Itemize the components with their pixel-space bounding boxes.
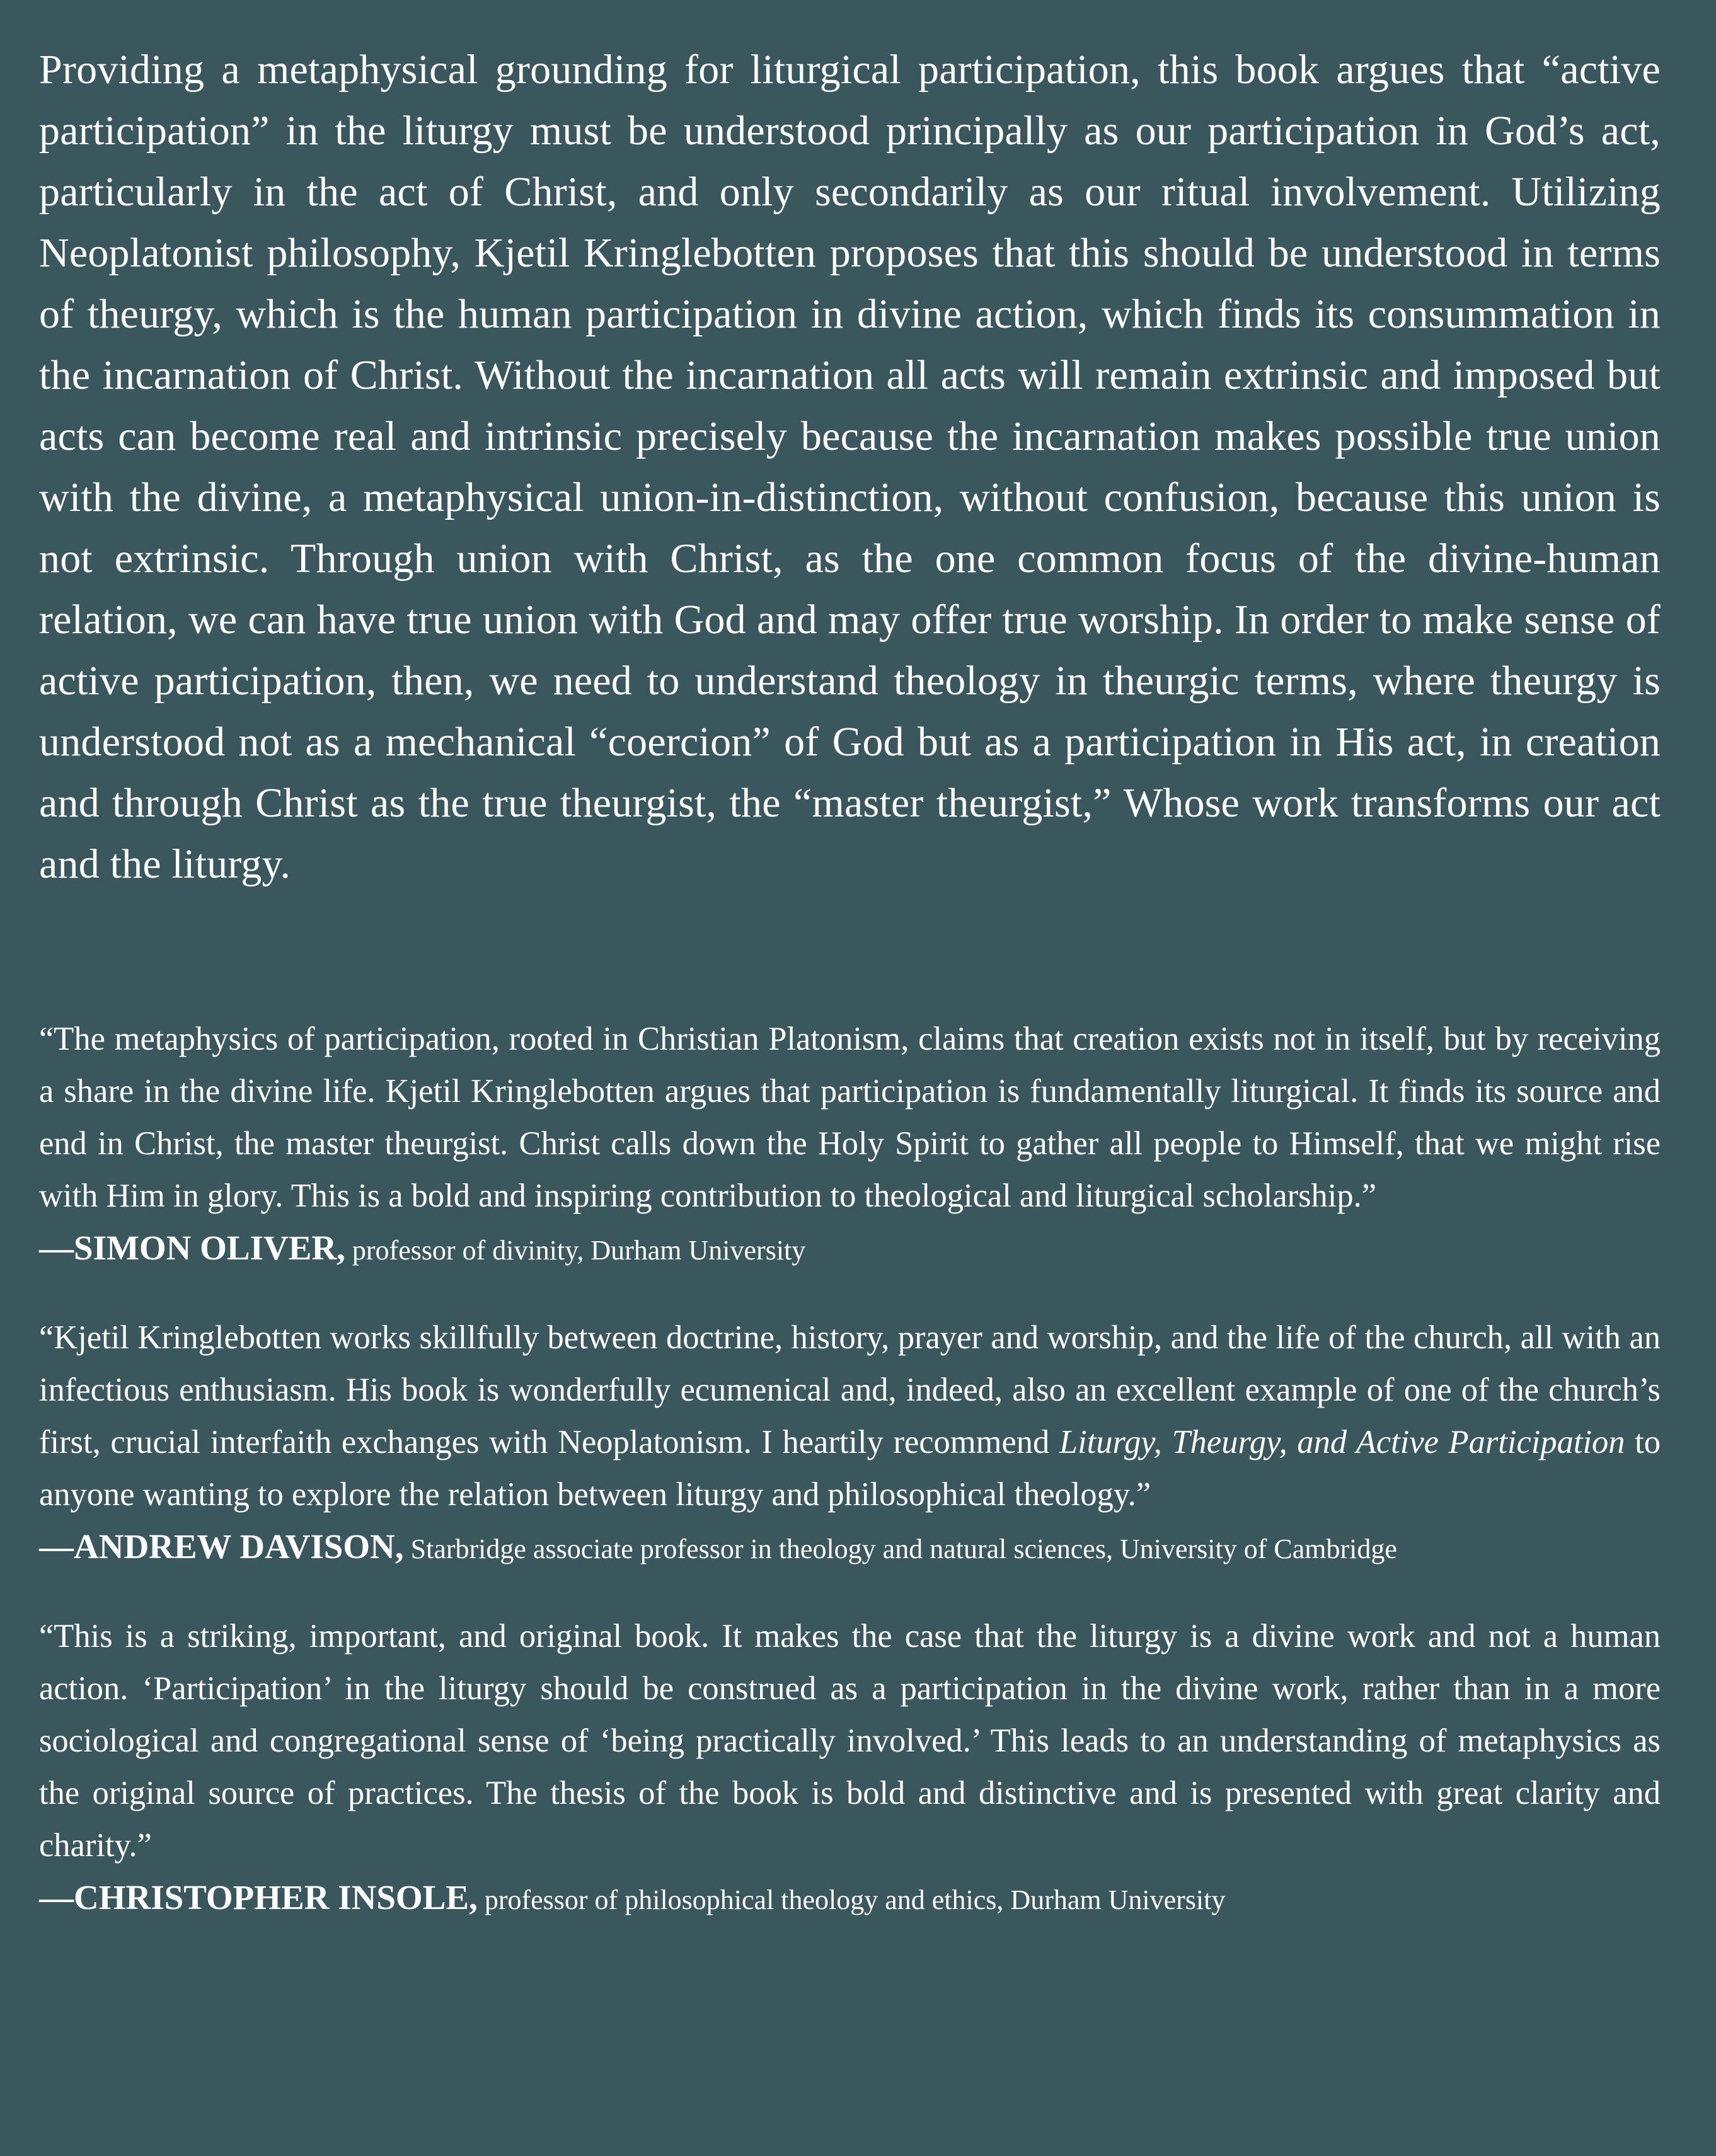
book-title-italic: Liturgy, Theurgy, and Active Participation bbox=[1059, 1424, 1625, 1460]
endorsement-attribution bbox=[39, 1525, 1661, 1571]
endorser-affiliation: professor of philosophical theology and ethics, Durham University bbox=[484, 1884, 1226, 1915]
endorsement-quote: “This is a striking, important, and original book. It makes the case that the liturgy is a divine work and not a human action. ‘Participation’ in the liturgy should be construed as a participation in the divine work, rather than in a more sociological and congregational sense of ‘being practically involved.’ This leads to an understanding of metaphysics as the original source of practices. The thesis of the book is bold and distinctive and is presented with great clarity and charity.” bbox=[39, 1618, 1661, 1864]
endorsement-attribution bbox=[39, 1226, 1661, 1273]
endorser-affiliation: professor of divinity, Durham University bbox=[352, 1235, 806, 1266]
quote-text-before-title: “Kjetil Kringlebotten works skillfully between doctrine, history, prayer and worship, and the life of the church, all with an infectious enthusiasm. His book is wonderfully ecumenical and, indeed, also an excellent example of one of the church’s first, crucial interfaith exchanges with Neoplatonism. I heartily recommend bbox=[39, 1319, 1661, 1460]
endorsement-quote: “The metaphysics of participation, rooted in Christian Platonism, claims that creation exists not in itself, but by receiving a share in the divine life. Kjetil Kringlebotten argues that participation is fundamentally liturgical. It finds its source and end in Christ, the master theurgist. Christ calls down the Holy Spirit to gather all people to Himself, that we might rise with Him in glory. This is a bold and inspiring contribution to theological and liturgical scholarship.” bbox=[39, 1021, 1661, 1214]
endorser-name: —ANDREW DAVISON, bbox=[39, 1527, 404, 1566]
endorser-name: —SIMON OLIVER, bbox=[39, 1229, 345, 1267]
quote-text-after-title: to anyone wanting to explore the relation between liturgy and philosophical theology.” bbox=[39, 1424, 1661, 1513]
endorsement-simon-oliver bbox=[39, 1013, 1661, 1273]
book-description: Providing a metaphysical grounding for liturgical participation, this book argues that “active participation” in the liturgy must be understood principally as our participation in God’s act, particularly in the act of Christ, and only secondarily as our ritual involvement. Utilizing Neoplatonist philosophy, Kjetil Kringlebotten proposes that this should be understood in terms of theurgy, which is the human participation in divine action, which finds its consummation in the incarnation of Christ. Without the incarnation all acts will remain extrinsic and imposed but acts can become real and intrinsic precisely because the incarnation makes possible true union with the divine, a metaphysical union-in-distinction, without confusion, because this union is not extrinsic. Through union with Christ, as the one common focus of the divine-human relation, we can have true union with God and may offer true worship. In order to make sense of active participation, then, we need to understand theology in theurgic terms, where theurgy is understood not as a mechanical “coercion” of God but as a participation in His act, in creation and through Christ as the true theurgist, the “master theurgist,” Whose work transforms our act and the liturgy. bbox=[39, 47, 1661, 887]
endorsement-attribution bbox=[39, 1876, 1661, 1922]
endorsement-christopher-insole bbox=[39, 1610, 1661, 1922]
endorsements bbox=[39, 1013, 1661, 1922]
endorsement-quote bbox=[39, 1312, 1661, 1521]
endorsement-andrew-davison bbox=[39, 1312, 1661, 1571]
endorser-name: —CHRISTOPHER INSOLE, bbox=[39, 1878, 478, 1917]
endorser-affiliation: Starbridge associate professor in theology and natural sciences, University of Cambridge bbox=[410, 1534, 1397, 1564]
